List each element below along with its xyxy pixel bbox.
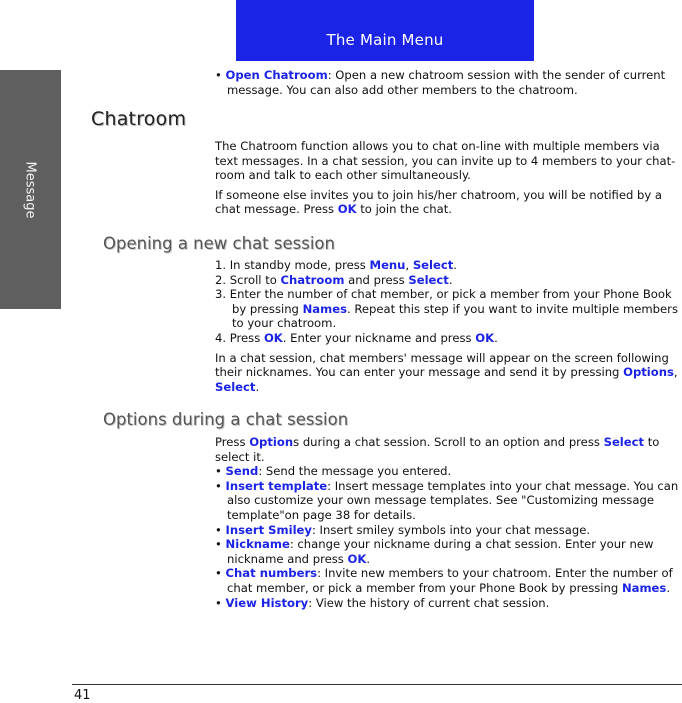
section-title-chatroom: Chatroom — [91, 108, 187, 130]
list-item: • Insert template: Insert message templates into your chat message. You can also customize your own message templates. See "Customizing message template"on page 38 for details. — [215, 478, 679, 522]
page-number: 41 — [74, 688, 91, 703]
footer-rule — [72, 684, 682, 685]
opening-note: In a chat session, chat members' message will appear on the screen following their nicknames. You can enter your message and send it by pressing Options, Select. — [215, 350, 678, 394]
options-block — [215, 435, 679, 610]
list-item: • View History: View the history of current chat session. — [215, 595, 550, 610]
list-item: • Nickname: change your nickname during a chat session. Enter your new nickname and press OK. — [215, 537, 654, 566]
list-item: • Chat numbers: Invite new members to your chatroom. Enter the number of chat member, or pick a member from your Phone Book by pressing Names. — [215, 566, 673, 595]
subsection-title-opening: Opening a new chat session — [103, 234, 335, 253]
chapter-header-tab — [236, 0, 534, 61]
chatroom-paragraph-1: The Chatroom function allows you to chat on-line with multiple members via text messages. In a chat session, you can invite up to 4 members to your chat-room and talk to each other simultaneously. — [215, 139, 676, 183]
step-1: 1. In standby mode, press Menu, Select. — [215, 258, 457, 272]
section-side-label: Message — [22, 161, 38, 219]
step-4: 4. Press OK. Enter your nickname and press OK. — [215, 330, 498, 345]
chatroom-paragraph-2: If someone else invites you to join his/her chatroom, you will be notified by a chat message. Press OK to join the chat. — [215, 187, 663, 217]
opening-steps — [215, 258, 679, 394]
chapter-title: The Main Menu — [326, 31, 444, 49]
list-item: • Open Chatroom: Open a new chatroom session with the sender of current message. You can also add other members to the chatroom. — [215, 68, 666, 97]
list-item: • Send: Send the message you entered. — [215, 464, 452, 479]
subsection-title-options: Options during a chat session — [103, 410, 349, 429]
chatroom-description — [215, 139, 679, 217]
intro-block — [215, 68, 679, 97]
list-item: • Insert Smiley: Insert smiley symbols into your chat message. — [215, 522, 591, 537]
step-2: 2. Scroll to Chatroom and press Select. — [215, 272, 453, 287]
step-3: 3. Enter the number of chat member, or pick a member from your Phone Book by pressing Names. Repeat this step if you want to invite multiple members to your chatroom. — [215, 287, 678, 331]
options-intro: Press Options during a chat session. Scroll to an option and press Select to select it. — [215, 435, 660, 464]
